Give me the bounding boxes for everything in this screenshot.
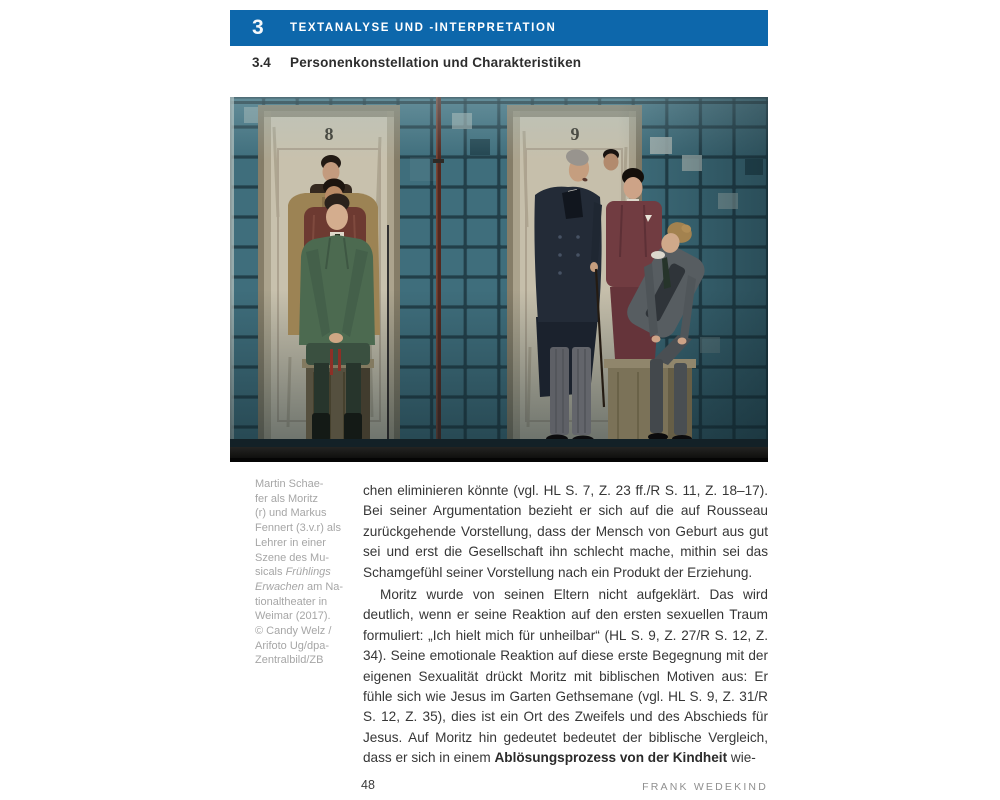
caption-line: Lehrer in einer <box>255 536 326 549</box>
caption-line: Weimar (2017). <box>255 610 331 623</box>
section-title: Personenkonstellation und Charakteristiken <box>290 55 582 70</box>
running-footer-author: FRANK WEDEKIND <box>642 781 768 793</box>
caption-work-title: Frühlings <box>285 566 331 579</box>
caption-credit: © Candy Welz / <box>255 625 332 638</box>
caption-line: tionaltheater in <box>255 595 328 608</box>
caption-line: sicals Frühlings <box>255 566 331 579</box>
caption-line: (r) und Markus <box>255 507 327 520</box>
caption-line: fer als Moritz <box>255 492 318 505</box>
chapter-number: 3 <box>252 16 264 39</box>
body-text-column <box>363 481 768 769</box>
chapter-title: TEXTANALYSE UND -INTERPRETATION <box>290 22 557 34</box>
paragraph-2: Moritz wurde von seinen Eltern nicht aufgeklärt. Das wird deutlich, wenn er seine Reaktion auf den ersten sexuellen Traum formuliert: „Ich hielt mich für unheilbar“ (HL S. 9, Z. 27/R S. 12, Z. 34). Seine emotionale Reaktion auf diese erste Begegnung mit der eigenen Sexualität drückt Moritz mit biblischen Motiven aus: Er fühle sich wie Jesus im Garten Gethsemane (vgl. HL S. 9, Z. 31/R S. 12, Z. 35), dies ist ein Ort des Zweifels und des Abschieds für Jesus. Auf Moritz hin gedeutet bedeutet der biblische Vergleich, dass er sich in einem Ablösungsprozess von der Kindheit wie- <box>363 587 768 766</box>
actor-background-student <box>603 149 619 171</box>
stage-floor <box>230 439 768 462</box>
photo-caption <box>255 477 363 668</box>
section-heading <box>230 55 768 75</box>
caption-credit: Zentralbild/ZB <box>255 654 324 667</box>
caption-line: Erwachen am Na- <box>255 580 344 593</box>
chapter-header-band <box>230 10 768 46</box>
paragraph-1: chen eliminieren könnte (vgl. HL S. 7, Z. 23 ff./R S. 11, Z. 18–17). Bei seiner Argumentation bezieht er sich auf die auf Rousseau zurückgehende Vorstellung, dass der Mensch von Geburt aus gut sei und erst die Gesellschaft ihn schlecht mache, mithin sei das Schamgefühl seiner Vorstellung nach ein Produkt der Erziehung. <box>363 483 768 580</box>
caption-credit: Arifoto Ug/dpa- <box>255 639 329 652</box>
bold-keyphrase: Ablösungsprozess von der Kindheit <box>494 750 728 766</box>
caption-line: Szene des Mu- <box>255 551 329 564</box>
section-number: 3.4 <box>252 55 271 70</box>
caption-work-title: Erwachen <box>255 580 304 593</box>
stage-photo <box>230 97 768 462</box>
caption-line: Martin Schae- <box>255 478 324 490</box>
caption-line: Fennert (3.v.r) als <box>255 522 341 535</box>
page-number: 48 <box>361 778 375 792</box>
